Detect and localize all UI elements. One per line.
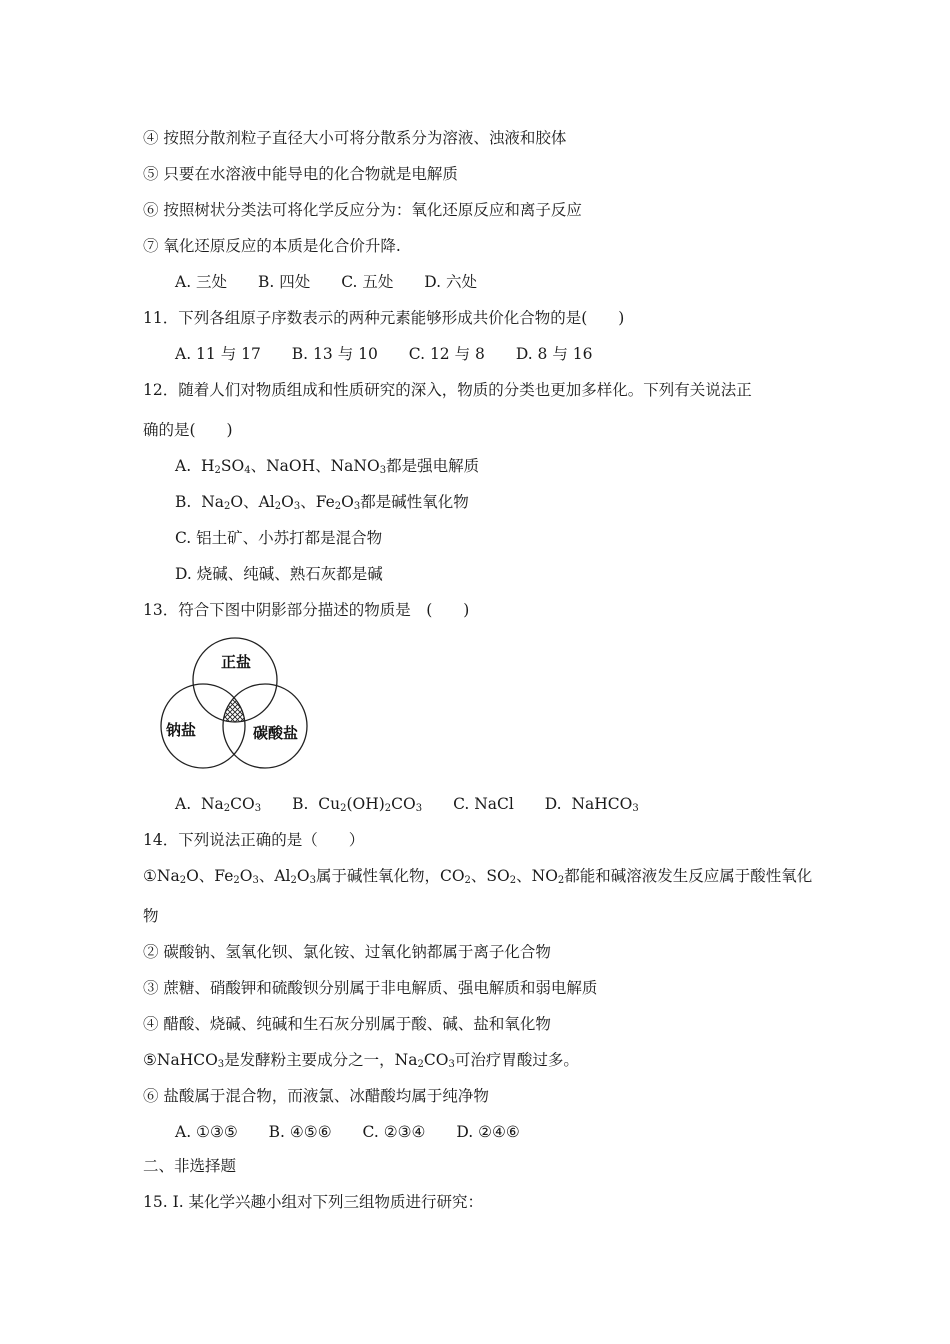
q12-option-a[interactable]: A. $H_2SO_4$、NaOH、NaNO$_3$都是强电解质 (175, 457, 480, 476)
option-c[interactable]: C. ②③④ (362, 1123, 426, 1141)
q12-option-c[interactable]: C. 铝土矿、小苏打都是混合物 (175, 529, 383, 547)
q14-statement-3: ③ 蔗糖、硝酸钾和硫酸钡分别属于非电解质、强电解质和弱电解质 (143, 979, 598, 997)
section-2-heading: 二、非选择题 (143, 1157, 237, 1175)
option-b[interactable]: B. $Cu_2(OH)_2CO_3$ (292, 795, 423, 814)
q14-statement-2: ② 碳酸钠、氢氧化钡、氯化铵、过氧化钠都属于离子化合物 (143, 943, 551, 961)
q14-statement-1: $①Na_2O$、$Fe_2O_3$、$Al_2O_3$属于碱性氧化物，$CO_2$、$SO_2$、$NO_2$都能和碱溶液发生反应属于酸性氧化 (143, 867, 813, 886)
statement-7: ⑦ 氧化还原反应的本质是化合价升降. (143, 237, 401, 255)
q11-options (175, 344, 619, 364)
q14-statement-6: ⑥ 盐酸属于混合物，而液氯、冰醋酸均属于纯净物 (143, 1087, 489, 1105)
q10-options (175, 272, 503, 292)
option-c[interactable]: C. 12 与 8 (408, 345, 485, 363)
q14-statement-1-cont: 物 (143, 907, 159, 925)
venn-label-right: 碳酸盐 (253, 724, 299, 742)
q12-option-d[interactable]: D. 烧碱、纯碱、熟石灰都是碱 (175, 565, 383, 583)
q14-statement-4: ④ 醋酸、烧碱、纯碱和生石灰分别属于酸、碱、盐和氧化物 (143, 1015, 551, 1033)
option-a[interactable]: A. 三处 (175, 273, 228, 291)
venn-diagram (155, 637, 315, 772)
venn-label-left: 钠盐 (166, 721, 197, 739)
q12-option-b[interactable]: B. $Na_2O$、$Al_2O_3$、$Fe_2O_3$都是碱性氧化物 (175, 493, 469, 512)
option-d[interactable]: D. 六处 (424, 273, 478, 291)
q11-stem: 11．下列各组原子序数表示的两种元素能够形成共价化合物的是( ) (143, 309, 625, 327)
option-a[interactable]: A. 11 与 17 (175, 345, 261, 363)
q12-stem-line2: 确的是( ) (143, 421, 233, 439)
q13-options (175, 794, 665, 814)
statement-6: ⑥ 按照树状分类法可将化学反应分为：氧化还原反应和离子反应 (143, 201, 582, 219)
q14-options (175, 1122, 546, 1142)
statement-4: ④ 按照分散剂粒子直径大小可将分散系分为溶液、浊液和胶体 (143, 129, 567, 147)
statement-5: ⑤ 只要在水溶液中能导电的化合物就是电解质 (143, 165, 458, 183)
option-d[interactable]: D. NaHCO$_3$ (544, 795, 639, 814)
option-a[interactable]: A. $Na_2CO_3$ (175, 795, 262, 814)
q14-statement-5: ⑤NaHCO$_3$是发酵粉主要成分之一，$Na_2CO_3$可治疗胃酸过多。 (143, 1051, 579, 1070)
q13-stem: 13．符合下图中阴影部分描述的物质是 ( ) (143, 601, 470, 619)
option-b[interactable]: B. ④⑤⑥ (268, 1123, 332, 1141)
option-c[interactable]: C. NaCl (453, 795, 514, 813)
option-c[interactable]: C. 五处 (341, 273, 394, 291)
option-a[interactable]: A. ①③⑤ (175, 1123, 238, 1141)
q14-stem: 14．下列说法正确的是（ ） (143, 831, 365, 849)
option-d[interactable]: D. ②④⑥ (456, 1123, 520, 1141)
q15-stem: 15. I. 某化学兴趣小组对下列三组物质进行研究： (143, 1193, 484, 1211)
q12-stem-line1: 12．随着人们对物质组成和性质研究的深入，物质的分类也更加多样化。下列有关说法正 (143, 381, 752, 399)
option-b[interactable]: B. 四处 (258, 273, 311, 291)
option-d[interactable]: D. 8 与 16 (515, 345, 593, 363)
venn-label-top: 正盐 (221, 653, 252, 671)
option-b[interactable]: B. 13 与 10 (291, 345, 378, 363)
